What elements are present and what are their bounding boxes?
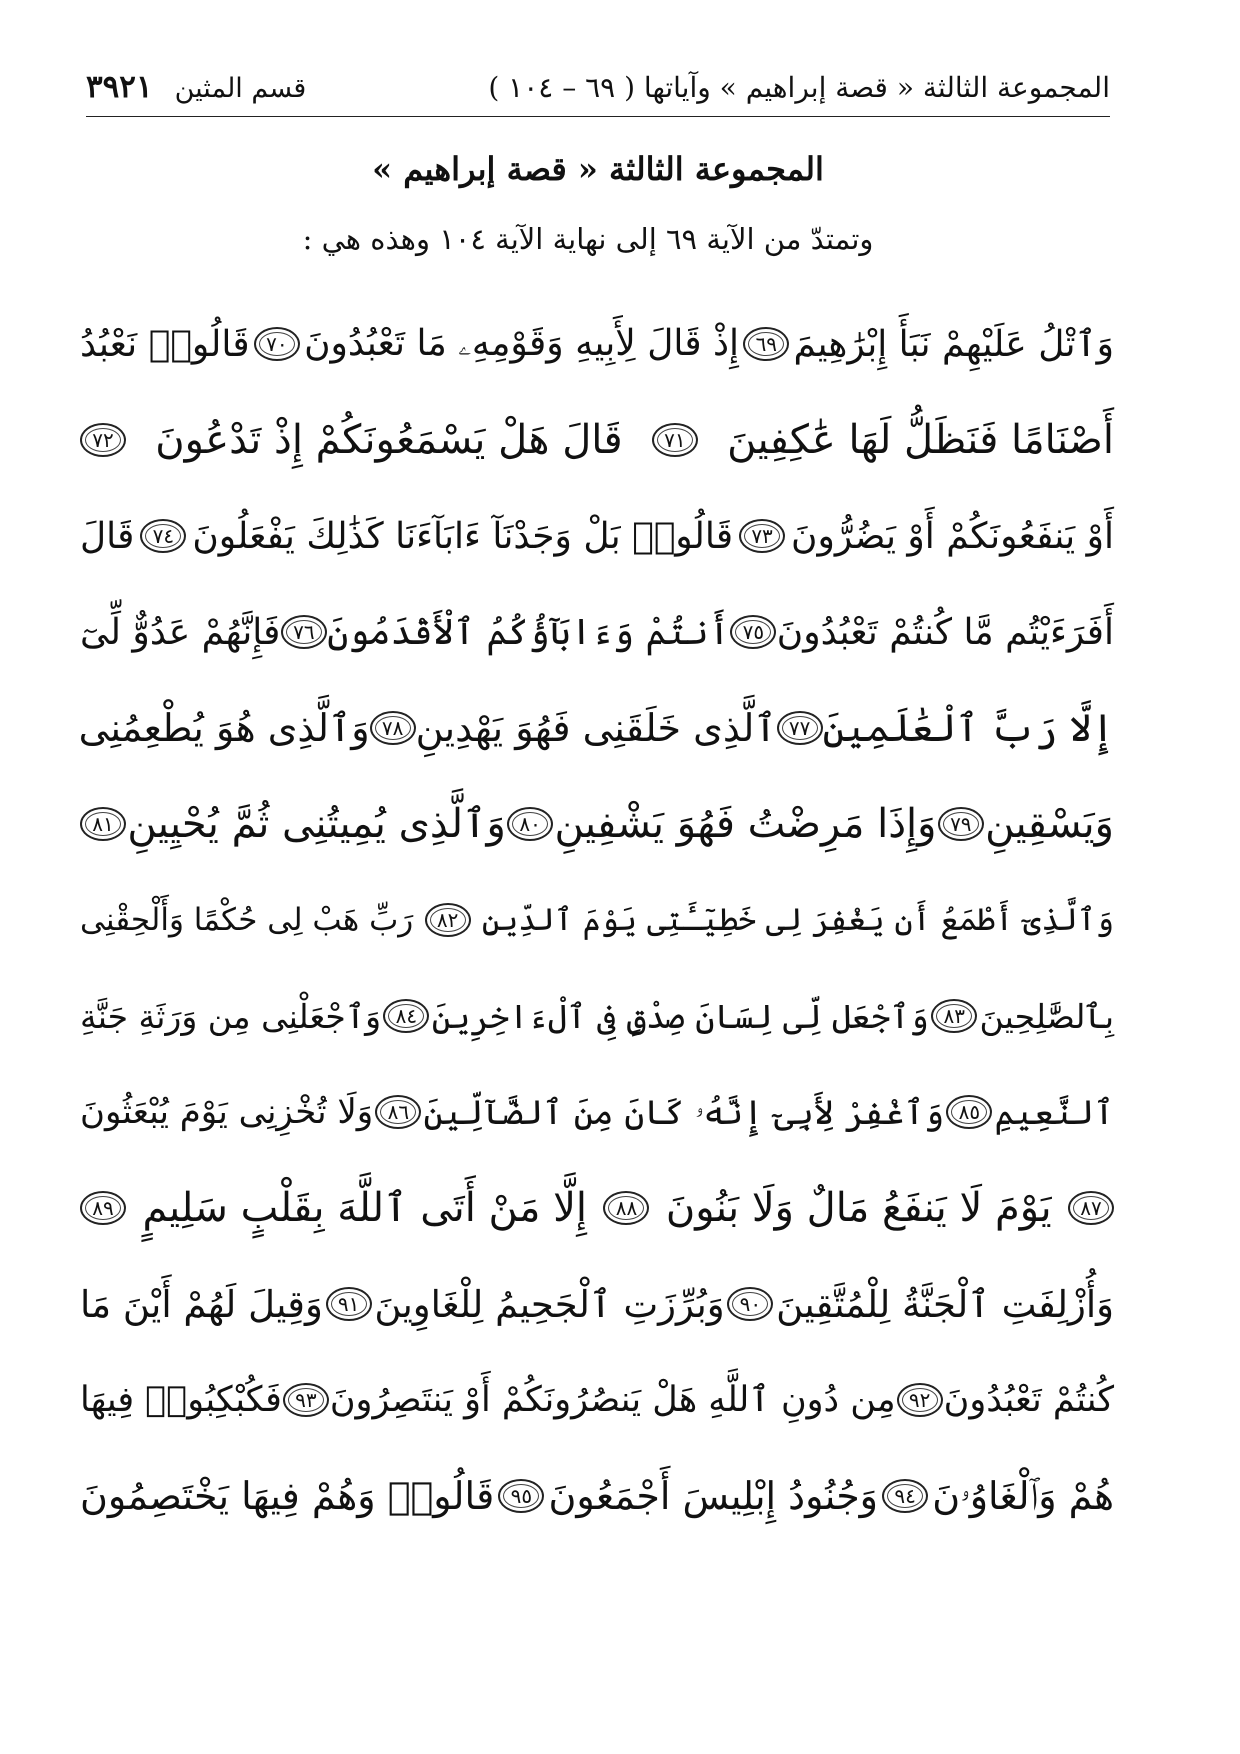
verse-text: وَيَسْقِينِ [985, 801, 1114, 847]
ayah-number-marker [727, 1287, 773, 1321]
ayah-number-marker [603, 1191, 649, 1225]
ayah-number-marker [370, 711, 416, 745]
verse-text: أَوْ يَنفَعُونَكُمْ أَوْ يَضُرُّونَ [791, 515, 1114, 557]
running-header [86, 62, 1110, 112]
verse-text: أَنتُمْ وَءَابَآؤُكُمُ ٱلْأَقْدَمُونَ [327, 611, 730, 653]
ayah-number: ٨٤ [395, 1004, 418, 1028]
ayah-number: ٧٥ [742, 620, 765, 644]
verse-text: وَإِذَا مَرِضْتُ فَهُوَ يَشْفِينِ [554, 801, 937, 847]
verse-text: إِلَّا رَبَّ ٱلْعَٰلَمِينَ [822, 706, 1114, 750]
ayah-number: ٨١ [92, 812, 114, 836]
verse-text: قَالَ هَلْ يَسْمَعُونَكُمْ إِذْ تَدْعُونَ [155, 417, 623, 463]
ayah-number-marker [140, 519, 186, 553]
ayah-number-marker [254, 327, 300, 361]
verse-text: وَٱجْعَل لِّى لِسَانَ صِدْقٍ فِى ٱلْءَاخِرِينَ [431, 996, 929, 1036]
ayah-number: ٧٩ [950, 812, 972, 836]
verse-text: رَبِّ هَبْ لِى حُكْمًا وَأَلْحِقْنِى [80, 902, 414, 938]
verse-text: هُمْ وَٱلْغَاوُۥنَ [932, 1473, 1114, 1518]
verse-text: وَجُنُودُ إِبْلِيسَ أَجْمَعُونَ [548, 1474, 879, 1518]
verse-line [80, 1160, 1114, 1256]
verse-text: وَٱغْفِرْ لِأَبِىٓ إِنَّهُۥ كَانَ مِنَ ٱلضَّآلِّينَ [423, 1092, 945, 1133]
verse-text: ٱلنَّعِيمِ [994, 1092, 1114, 1133]
verse-line [80, 1256, 1114, 1352]
ayah-number: ٨٩ [92, 1196, 114, 1220]
ayah-number-marker [326, 1287, 372, 1321]
verse-text: وَٱلَّذِى هُوَ يُطْعِمُنِى [78, 706, 370, 750]
verse-block [80, 296, 1114, 1544]
verse-text: وَقِيلَ لَهُمْ أَيْنَ مَا [80, 1282, 323, 1326]
ayah-number: ٨٦ [387, 1100, 410, 1124]
verse-line [80, 392, 1114, 488]
verse-text: فَإِنَّهُمْ عَدُوٌّ لِّىٓ [80, 611, 281, 653]
verse-line [80, 584, 1114, 680]
ayah-number-marker [507, 807, 553, 841]
ayah-number: ٨٣ [943, 1004, 965, 1028]
verse-text: ٱلَّذِى خَلَقَنِى فَهُوَ يَهْدِينِ [415, 706, 777, 750]
ayah-number: ٩٤ [894, 1484, 916, 1508]
verse-text: وَٱلَّذِى يُمِيتُنِى ثُمَّ يُحْيِينِ [127, 801, 506, 847]
ayah-number: ٧٢ [92, 428, 114, 452]
header-rule [86, 116, 1110, 117]
ayah-number-marker [498, 1479, 544, 1513]
verse-text: وَٱجْعَلْنِى مِن وَرَثَةِ جَنَّةِ [80, 996, 382, 1036]
header-part-name: قسم المثين [174, 73, 307, 104]
verse-text: وَٱلَّذِىٓ أَطْمَعُ أَن يَغْفِرَ لِى خَطِيٓـَٔتِى يَوْمَ ٱلدِّينِ [481, 902, 1114, 938]
verse-text: وَٱتْلُ عَلَيْهِمْ نَبَأَ إِبْرَٰهِيمَ [793, 323, 1114, 365]
ayah-number: ٩٣ [295, 1388, 317, 1412]
verse-text: قَالُوا۟ وَهُمْ فِيهَا يَخْتَصِمُونَ [80, 1474, 495, 1518]
ayah-number: ٩٥ [510, 1484, 533, 1508]
section-title: المجموعة الثالثة « قصة إبراهيم » [372, 150, 824, 188]
ayah-number-marker [80, 1191, 126, 1225]
ayah-number-marker [730, 615, 776, 649]
verse-line [80, 296, 1114, 392]
verse-line [80, 680, 1114, 776]
ayah-number: ٨٥ [958, 1100, 981, 1124]
verse-text: مِن دُونِ ٱللَّهِ هَلْ يَنصُرُونَكُمْ أَوْ يَنتَصِرُونَ [329, 1380, 896, 1420]
ayah-number-marker [882, 1479, 928, 1513]
verse-line [80, 1064, 1114, 1160]
verse-text: قَالَ [80, 515, 135, 557]
ayah-number: ٩٠ [739, 1292, 762, 1316]
ayah-number-marker [743, 327, 789, 361]
verse-text: وَأُزْلِفَتِ ٱلْجَنَّةُ لِلْمُتَّقِينَ [776, 1282, 1114, 1326]
verse-line [80, 776, 1114, 872]
ayah-number-marker [80, 423, 126, 457]
verse-line [80, 488, 1114, 584]
ayah-number: ٧٣ [751, 524, 773, 548]
ayah-number: ٧٠ [266, 332, 288, 356]
ayah-number-marker [931, 999, 977, 1033]
ayah-number: ٦٩ [755, 332, 778, 356]
ayah-number-marker [652, 423, 698, 457]
ayah-number-marker [281, 615, 327, 649]
verse-line [80, 968, 1114, 1064]
ayah-number-marker [897, 1383, 943, 1417]
ayah-number: ٨٨ [615, 1196, 638, 1220]
ayah-number-marker [425, 903, 471, 937]
verse-text: أَصْنَامًا فَنَظَلُّ لَهَا عَٰكِفِينَ [727, 417, 1114, 463]
verse-text: يَوْمَ لَا يَنفَعُ مَالٌ وَلَا بَنُونَ [665, 1185, 1052, 1231]
ayah-number: ٨٢ [436, 908, 459, 932]
verse-line [80, 1448, 1114, 1544]
ayah-number-marker [80, 807, 126, 841]
ayah-number: ٩١ [337, 1292, 360, 1316]
ayah-number-marker [739, 519, 785, 553]
verse-text: بِٱلصَّٰلِحِينَ [979, 996, 1114, 1036]
ayah-number: ٧٦ [293, 620, 315, 644]
ayah-number: ٨٠ [519, 812, 541, 836]
ayah-number: ٧٤ [152, 524, 175, 548]
ayah-number: ٩٢ [908, 1388, 931, 1412]
ayah-number-marker [946, 1095, 992, 1129]
ayah-number: ٨٧ [1080, 1196, 1102, 1220]
ayah-number-marker [383, 999, 429, 1033]
ayah-number-marker [375, 1095, 421, 1129]
verse-text: كُنتُمْ تَعْبُدُونَ [943, 1380, 1114, 1420]
page-number: ٣٩٢١ [86, 69, 153, 105]
header-group-title: المجموعة الثالثة « قصة إبراهيم » وآياتها ( ٦٩ – ١٠٤ ) [488, 70, 1110, 104]
ayah-number-marker [283, 1383, 329, 1417]
ayah-number: ٧٧ [788, 716, 811, 740]
ayah-number: ٧٨ [381, 716, 404, 740]
section-intro: وتمتدّ من الآية ٦٩ إلى نهاية الآية ١٠٤ وهذه هي : [302, 222, 874, 256]
verse-text: فَكُبْكِبُوا۟ فِيهَا [80, 1380, 282, 1420]
verse-line [80, 1352, 1114, 1448]
ayah-number-marker [1068, 1191, 1114, 1225]
ayah-number: ٧١ [664, 428, 686, 452]
verse-text: إِذْ قَالَ لِأَبِيهِ وَقَوْمِهِۦ مَا تَعْبُدُونَ [304, 323, 740, 364]
header-part-info [86, 69, 306, 105]
verse-text: قَالُوا۟ بَلْ وَجَدْنَآ ءَابَآءَنَا كَذَٰلِكَ يَفْعَلُونَ [192, 515, 734, 557]
verse-line [80, 872, 1114, 968]
verse-text: وَلَا تُخْزِنِى يَوْمَ يُبْعَثُونَ [80, 1092, 374, 1132]
ayah-number-marker [777, 711, 823, 745]
verse-text: أَفَرَءَيْتُم مَّا كُنتُمْ تَعْبُدُونَ [776, 611, 1114, 653]
verse-text: إِلَّا مَنْ أَتَى ٱللَّهَ بِقَلْبٍ سَلِيمٍ [142, 1185, 588, 1231]
ayah-number-marker [938, 807, 984, 841]
verse-text: قَالُوا۟ نَعْبُدُ [80, 323, 250, 365]
verse-text: وَبُرِّزَتِ ٱلْجَحِيمُ لِلْغَاوِينَ [374, 1282, 725, 1326]
